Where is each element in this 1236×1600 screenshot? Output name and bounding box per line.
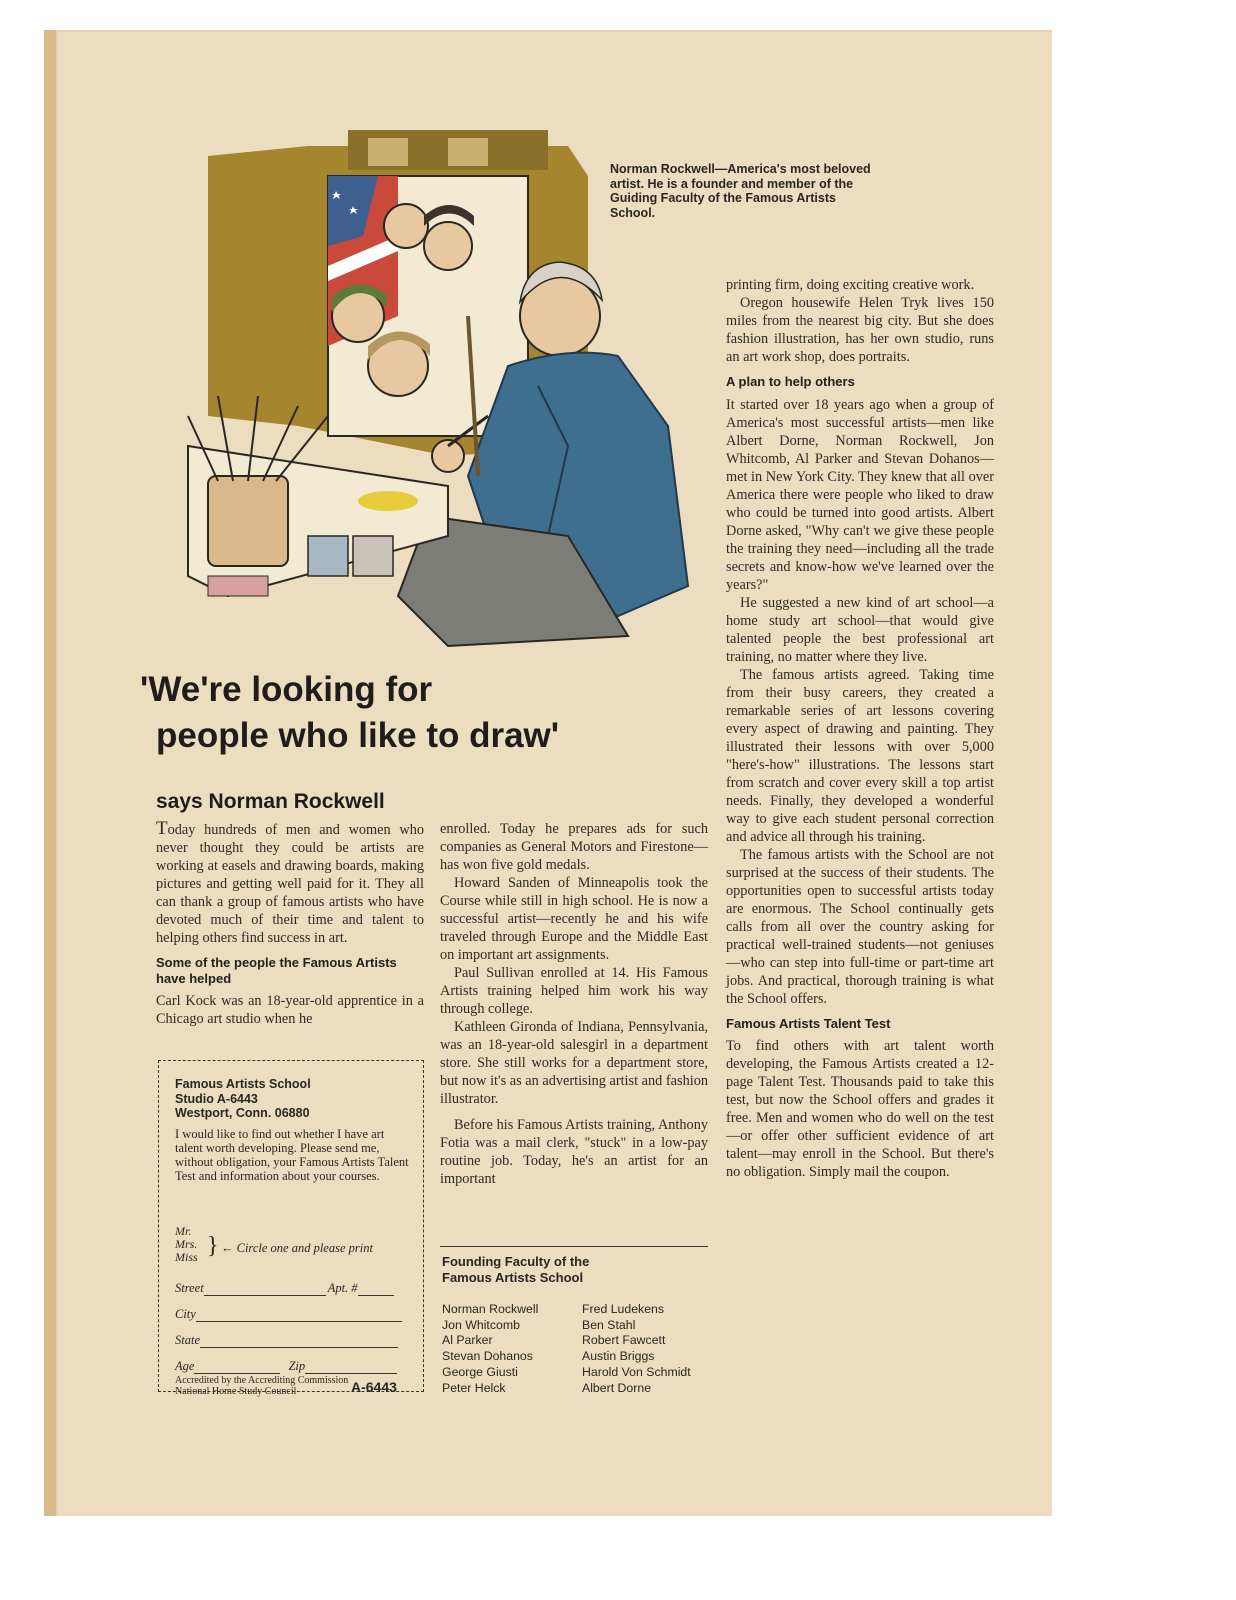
faculty-member: Al Parker bbox=[442, 1333, 493, 1348]
age-zip-field[interactable]: Age Zip bbox=[175, 1359, 397, 1374]
city-field[interactable]: City bbox=[175, 1307, 402, 1322]
brace: } bbox=[207, 1233, 219, 1259]
faculty-member: Robert Fawcett bbox=[582, 1333, 666, 1348]
paragraph: enrolled. Today he prepares ads for such companies as General Motors and Firestone—has won five gold medals. bbox=[440, 821, 708, 873]
faculty-member: George Giusti bbox=[442, 1364, 518, 1379]
street-field[interactable]: Street Apt. # bbox=[175, 1281, 394, 1296]
faculty-divider bbox=[440, 1246, 708, 1247]
faculty-member: Jon Whitcomb bbox=[442, 1317, 520, 1332]
headline-line-1: 'We're looking for bbox=[140, 670, 433, 709]
paragraph: It started over 18 years ago when a group of America's most successful artists—men like Albert Dorne, Norman Rockwell, Jon Whitcomb, Al Parker and Stevan Dohanos—met in New York City. They knew that all over America there were people who liked to draw who could be turned into good artists. Albert Dorne asked, "Why can't we give these people the training they need—including all the trade secrets and know-how we've learned over the years?" bbox=[726, 396, 994, 593]
title-choices[interactable]: Mr. Mrs. Miss bbox=[175, 1224, 198, 1264]
paragraph: printing firm, doing exciting creative work. bbox=[726, 277, 975, 293]
faculty-title: Founding Faculty of the Famous Artists School bbox=[442, 1254, 590, 1285]
carl-kock-paragraph: Carl Kock was an 18-year-old apprentice in a Chicago art studio when he bbox=[156, 993, 424, 1027]
state-field[interactable]: State bbox=[175, 1333, 398, 1348]
subhead-people-helped: Some of the people the Famous Artists have helped bbox=[156, 955, 397, 986]
faculty-member: Norman Rockwell bbox=[442, 1302, 539, 1316]
faculty-member: Peter Helck bbox=[442, 1380, 506, 1395]
column-1 bbox=[156, 820, 424, 1028]
faculty-list-left bbox=[442, 1302, 538, 1396]
paragraph: Oregon housewife Helen Tryk lives 150 miles from the nearest big city. But she does fashion illustration, has her own studio, runs an art work shop, does portraits. bbox=[726, 295, 994, 365]
faculty-member: Austin Briggs bbox=[582, 1349, 655, 1364]
accreditation-text: Accredited by the Accrediting Commission National Home Study Council bbox=[175, 1375, 349, 1397]
column-2 bbox=[440, 820, 708, 1188]
faculty-member: Harold Von Schmidt bbox=[582, 1364, 691, 1379]
paragraph: To find others with art talent worth developing, the Famous Artists created a 12-page Talent Test. Thousands paid to take this test, but now the School offers and grades it free. Men and women who do well on the test—or offer other sufficient evidence of art talent—may enroll in the School. But there's no obligation. Simply mail the coupon. bbox=[726, 1038, 994, 1180]
mail-coupon bbox=[158, 1060, 424, 1397]
faculty-member: Albert Dorne bbox=[582, 1380, 652, 1395]
faculty-member: Fred Ludekens bbox=[582, 1302, 665, 1316]
paragraph: Kathleen Gironda of Indiana, Pennsylvania, was an 18-year-old salesgirl in a department store. She still works for a department store, but now it's as an advertising artist and fashion illustrator. bbox=[440, 1019, 708, 1107]
paragraph: The famous artists with the School are not surprised at the success of their students. The opportunities open to successful artists today are enormous. The School continually gets calls from all over the country asking for practical well-trained students—not geniuses—who can step into full-time or part-time art jobs. And practical, thorough training is what the School offers. bbox=[726, 846, 994, 1007]
paragraph: The famous artists agreed. Taking time from their busy careers, they created a remarkable series of art lessons covering every aspect of drawing and painting. They illustrated their lessons with over 5,000 "here's-how" illustrations. The lessons start from scratch and cover every skill a top artist needs. Finally, they developed a wonderful way to give each student personal correction and advice all through his training. bbox=[726, 666, 994, 845]
paragraph: Paul Sullivan enrolled at 14. His Famous Artists training helped him work his way through college. bbox=[440, 965, 708, 1017]
paragraph: Howard Sanden of Minneapolis took the Course while still in high school. He is now a successful artist—recently he and his wife traveled through Europe and the Middle East on important art assignments. bbox=[440, 875, 708, 963]
headline-line-2: people who like to draw' bbox=[156, 716, 560, 755]
drop-cap: T bbox=[156, 818, 168, 839]
coupon-address: Famous Artists School Studio A-6443 Westport, Conn. 06880 bbox=[175, 1077, 311, 1120]
faculty-member: Stevan Dohanos bbox=[442, 1349, 533, 1364]
paragraph: Before his Famous Artists training, Anthony Fotia was a mail clerk, "stuck" in a low-pay routine job. Today, he's an artist for an important bbox=[440, 1117, 708, 1187]
byline: says Norman Rockwell bbox=[156, 790, 385, 813]
coupon-code: A-6443 bbox=[351, 1379, 397, 1395]
coupon-request-text: I would like to find out whether I have art talent worth developing. Please send me, without obligation, your Famous Artists Talent Test and information about your courses. bbox=[175, 1127, 409, 1183]
subhead-talent-test: Famous Artists Talent Test bbox=[726, 1015, 891, 1031]
circle-instruction: ← Circle one and please print bbox=[221, 1241, 373, 1255]
subhead-plan: A plan to help others bbox=[726, 374, 855, 389]
faculty-list-right bbox=[582, 1302, 691, 1396]
faculty-member: Ben Stahl bbox=[582, 1317, 636, 1332]
illustration-caption: Norman Rockwell—America's most beloved artist. He is a founder and member of the Guiding Faculty of the Famous Artists School. bbox=[610, 162, 871, 220]
paragraph: He suggested a new kind of art school—a home study art school—that would give talented people the best professional art training, no matter where they live. bbox=[726, 594, 994, 665]
column-3 bbox=[726, 276, 994, 1181]
intro-paragraph: Today hundreds of men and women who never thought they could be artists are working at easels and drawing boards, making pictures and getting well paid for it. They all can thank a group of famous artists who have devoted much of their time and talent to helping others find success in art. bbox=[156, 818, 424, 946]
comic-back-cover-page bbox=[44, 30, 1052, 1516]
